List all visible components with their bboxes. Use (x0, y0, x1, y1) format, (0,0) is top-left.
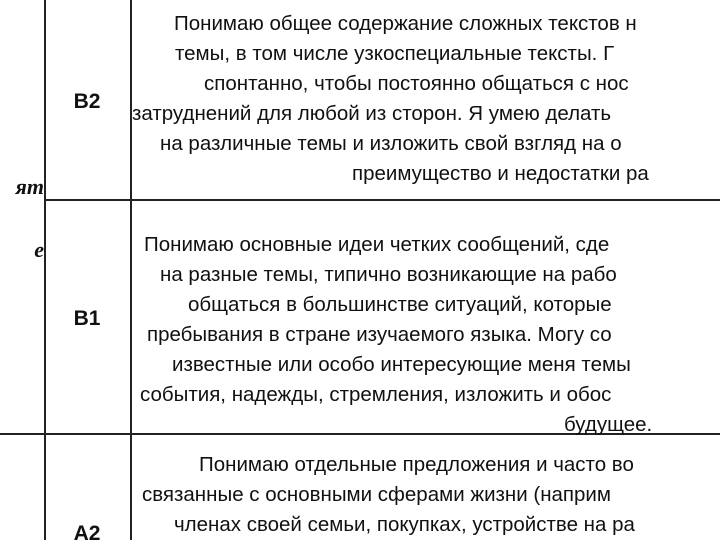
description-line: связанные с основными сферами жизни (наприм (142, 483, 611, 506)
description-line: события, надежды, стремления, изложить и обос (140, 383, 612, 406)
description-line: затруднений для любой из сторон. Я умею делать (132, 102, 612, 125)
description-line: на разные темы, типично возникающие на рабо (160, 263, 617, 286)
description-line: Понимаю отдельные предложения и часто во (199, 453, 634, 476)
column-divider-left (44, 0, 46, 540)
description-line: темы, в том числе узкоспециальные тексты. Г (175, 42, 615, 65)
description-line: Понимаю основные идеи четких сообщений, сде (144, 233, 610, 256)
level-description-a2 (132, 450, 720, 540)
level-label-b1: B1 (73, 307, 101, 330)
category-label-line-3: е (34, 237, 44, 262)
level-label-a2: A2 (73, 522, 101, 545)
level-description-b2 (132, 9, 720, 189)
level-label-b2: B2 (73, 90, 101, 113)
description-line: пребывания в стране изучаемого языка. Могу со (147, 323, 612, 346)
description-line: на различные темы и изложить свой взгляд на о (160, 132, 622, 155)
category-label-line-1: ят (15, 174, 44, 199)
description-line: общаться в большинстве ситуаций, которые (188, 293, 612, 316)
row-divider-b2-b1 (44, 199, 720, 201)
level-description-b1 (132, 230, 720, 440)
description-line: членах своей семьи, покупках, устройстве на ра (174, 513, 635, 536)
description-line: известные или особо интересующие меня темы (172, 353, 631, 376)
description-line: Понимаю общее содержание сложных текстов н (174, 12, 637, 35)
description-line: спонтанно, чтобы постоянно общаться с нос (204, 72, 629, 95)
description-line: преимущество и недостатки ра (352, 162, 649, 185)
description-line: будущее. (564, 413, 653, 436)
